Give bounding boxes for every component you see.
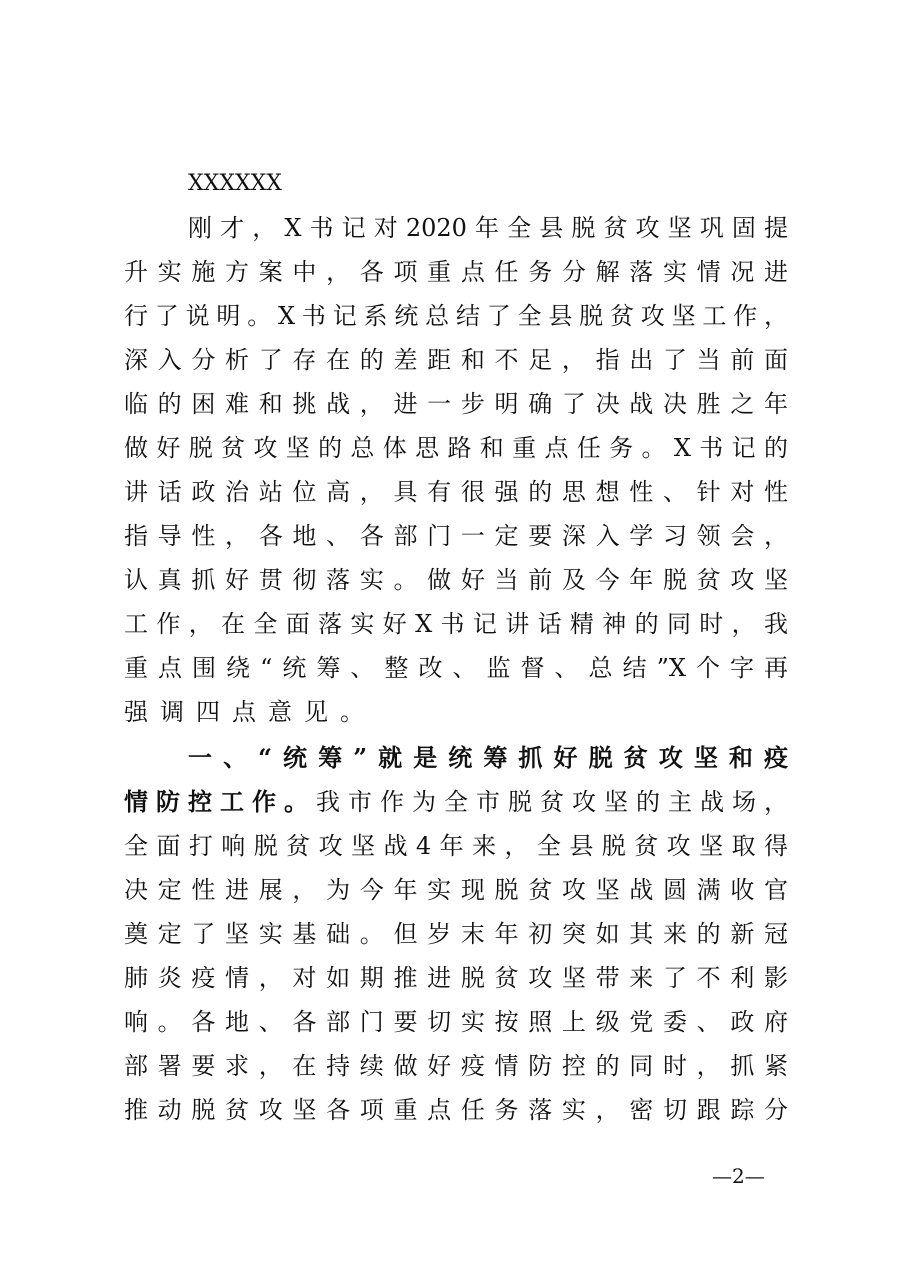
paragraph-line: 决定性进展，为今年实现脱贫攻坚战圆满收官	[124, 876, 788, 904]
paragraph-line: 推动脱贫攻坚各项重点任务落实，密切跟踪分	[124, 1096, 788, 1124]
paragraph-line: 奠定了坚实基础。但岁末年初突如其来的新冠	[124, 920, 788, 948]
paragraph-line: 强调四点意见。	[124, 698, 376, 726]
paragraph-line: 做好脱贫攻坚的总体思路和重点任务。X书记的	[124, 434, 788, 462]
paragraph-line: 刚才，X书记对2020年全县脱贫攻坚巩固提	[188, 214, 788, 242]
paragraph-line: 讲话政治站位高，具有很强的思想性、针对性	[124, 478, 788, 506]
paragraph-line: 指导性，各地、各部门一定要深入学习领会，	[124, 522, 788, 550]
section-heading-continuation	[124, 780, 788, 824]
paragraph-line: 深入分析了存在的差距和不足，指出了当前面	[124, 346, 788, 374]
paragraph-line: 临的困难和挑战，进一步明确了决战决胜之年	[124, 390, 788, 418]
paragraph-line: 部署要求，在持续做好疫情防控的同时，抓紧	[124, 1052, 788, 1080]
paragraph-line: 重点围绕“统筹、整改、监督、总结”X个字再	[124, 654, 788, 682]
paragraph-line: 认真抓好贯彻落实。做好当前及今年脱贫攻坚	[124, 566, 788, 594]
page-number: —2—	[712, 1164, 765, 1188]
section-text-start: 我市作为全市脱贫攻坚的主战场，	[316, 788, 788, 816]
paragraph-line: 行了说明。X书记系统总结了全县脱贫攻坚工作，	[124, 302, 788, 330]
paragraph-line: 升实施方案中，各项重点任务分解落实情况进	[124, 258, 788, 286]
section-heading-end: 情防控工作。	[124, 787, 316, 816]
salutation: XXXXXX	[188, 171, 282, 196]
paragraph-line: 响。各地、各部门要切实按照上级党委、政府	[124, 1008, 788, 1036]
paragraph-line: 全面打响脱贫攻坚战4年来，全县脱贫攻坚取得	[124, 832, 788, 860]
paragraph-line: 工作，在全面落实好X书记讲话精神的同时，我	[124, 610, 788, 638]
paragraph-line: 肺炎疫情，对如期推进脱贫攻坚带来了不利影	[124, 964, 788, 992]
section-heading: 一、“统筹”就是统筹抓好脱贫攻坚和疫	[188, 743, 788, 772]
